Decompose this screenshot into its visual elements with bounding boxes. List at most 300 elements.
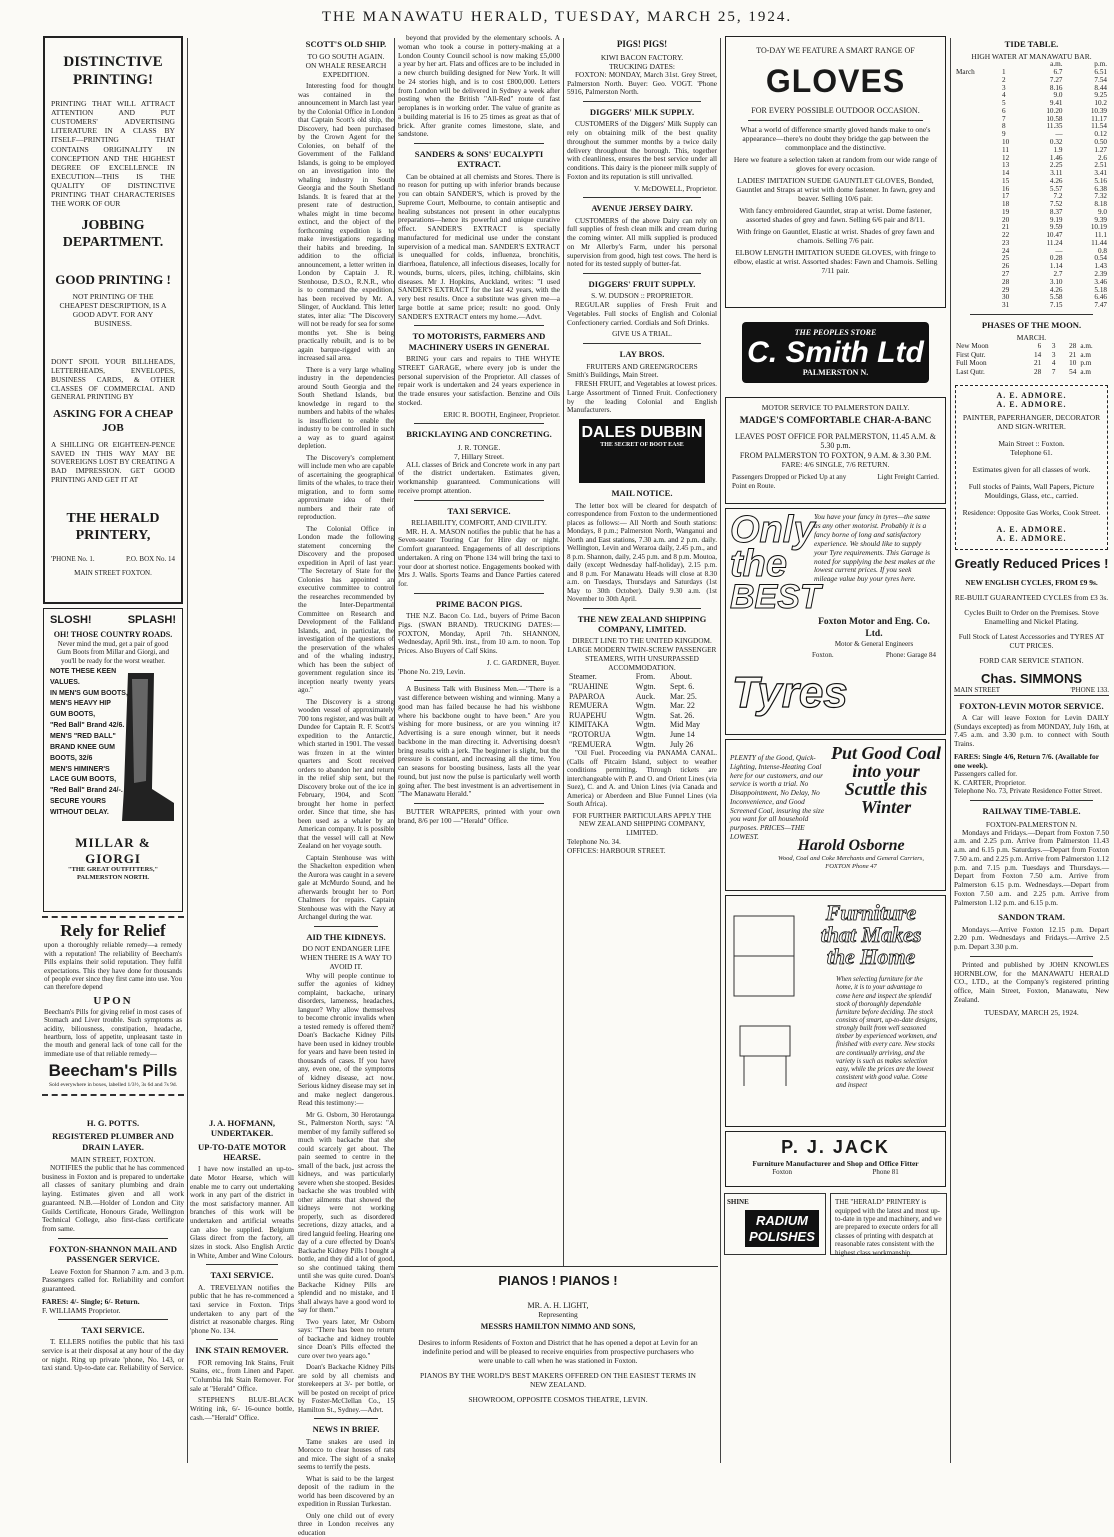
simmons-address: MAIN STREET bbox=[954, 686, 1001, 695]
gloves-p1: What a world of difference smartly gloved hands make to one's appearance—there's no doubt they bridge the gap between the commonplace and the distinctive. bbox=[740, 124, 931, 152]
tide-cell: 18 bbox=[1002, 200, 1010, 209]
tide-cell: 26 bbox=[1002, 262, 1010, 271]
tide-cell: 13 bbox=[1002, 161, 1010, 170]
jack-phone: Phone 81 bbox=[872, 1167, 899, 1176]
tyres-body: You have your fancy in tyres—the same as any other motorist. Probably it is a fancy borne of long and satisfactory experience. We should like to supply your Tyre requirements. This Garage is noted for supplying the best makes at the lowest current prices. If you seek mileage value buy your tyres here. bbox=[814, 512, 935, 584]
tide-cell: 9.39 bbox=[1094, 215, 1107, 224]
tide-row bbox=[954, 193, 1109, 201]
business-talk: A Business Talk with Business Men.—"There is a vast difference between wishing and winning. Many a good man has failed because he had his wishbone where his backbone ought to have been." Are you wishing for more business, or are you winning it? Advertising is a sure enough winner, but it needs backbone in the man directing it. Advertising doesn't bring results with a jerk. The beginner is slight, but the pressure is constant, and increasing all the time. You can seasons for boosting business, lasts all the year round, but just now the pulse is particularly well worth going after. The best investment is an advertisement in "The Manawatu Herald." bbox=[398, 684, 560, 799]
tide-cell: 6.38 bbox=[1094, 184, 1107, 193]
cell: 21 bbox=[1034, 359, 1042, 368]
admore-stock: Full stocks of Paints, Wall Papers, Picture Mouldings, Glass, etc., carried. bbox=[968, 481, 1095, 500]
jobbing-heading: JOBBING DEPARTMENT. bbox=[62, 218, 164, 251]
scott-title: SCOTT'S OLD SHIP. bbox=[305, 39, 387, 49]
printing-ad bbox=[43, 36, 183, 604]
brick-title: BRICKLAYING AND CONCRETING. bbox=[406, 429, 552, 440]
tide-cell: 2.6 bbox=[1098, 153, 1107, 162]
gloves-p4: With fancy embroidered Gauntlet, strap at wrist. Dome fastener, assorted shades of grey and fawn. Selling 6/6 pair and 8/11. bbox=[739, 205, 932, 224]
moon-month: MARCH. bbox=[1016, 333, 1047, 343]
cell: a.m. bbox=[1080, 342, 1093, 351]
ink-title: INK STAIN REMOVER. bbox=[195, 1345, 289, 1356]
gloves-p2: Here we feature a selection taken at random from our wide range of gloves for every occasion. bbox=[733, 154, 938, 173]
cell: Wgtn. bbox=[635, 720, 656, 730]
values-line: NOTE THESE KEEN VALUES. bbox=[50, 667, 117, 686]
tide-cell: 7.27 bbox=[1049, 75, 1063, 84]
potts-body: NOTIFIES the public that he has commenced business in Foxton and is prepared to undertake all classes of sanitary plumbing and drain laying. Estimates given and all work guaranteed. N.B.—Holder of London and City Guilds Certificate, Honours Grade, Wellington Technical College, also first-class certificate from same. bbox=[42, 1162, 184, 1234]
tide-cell: 3.41 bbox=[1094, 169, 1107, 178]
brick-name: J. R. TONGE. bbox=[457, 442, 501, 452]
shipping-header: Steamer. bbox=[569, 672, 597, 682]
madge-ad bbox=[725, 397, 946, 504]
beecham-ad bbox=[42, 916, 184, 1096]
mail-body: The letter box will be cleared for despatch of correspondence from Foxton to the undermentioned places as follows:— All North and South stations: Mondays, 8 p.m.; Palmerston North, Wanganui and North and East stations, 7.30 a.m. and 2 p.m. daily. Wellington, Levin and Weraroa daily, 2.45 p.m., and 8 p.m. Shannon, daily, 2.45 p.m. and 8 p.m. Moutoa, daily (except Wednesday half-holiday), 2.15 p.m. and 8 p.m. For Manawatu Heads will close at 8.30 a.m. on Tuesdays, Thursdays and Saturdays (1st May to 30th October). Daily 9.30 a.m. (1st November to 30th April. bbox=[567, 501, 717, 604]
shannon-proprietor: F. WILLIAMS Proprietor. bbox=[42, 1305, 121, 1315]
cell: Auck. bbox=[635, 691, 656, 701]
pianos-name: MR. A. H. LIGHT, bbox=[527, 1300, 589, 1310]
gloves-for: FOR EVERY POSSIBLE OUTDOOR OCCASION. bbox=[751, 105, 920, 115]
tide-row bbox=[954, 186, 1109, 194]
simmons-ford: FORD CAR SERVICE STATION. bbox=[979, 655, 1084, 665]
tide-cell: 14 bbox=[1002, 169, 1010, 178]
tyres-ad bbox=[725, 508, 946, 735]
c-smith-top: THE PEOPLES STORE bbox=[794, 328, 877, 337]
butter-wrappers: BUTTER WRAPPERS, printed with your own brand, 8/6 per 100 —"Herald" Office. bbox=[398, 807, 560, 825]
tide-cell: 9.0 bbox=[1098, 207, 1107, 216]
madge-line-2: FROM PALMERSTON TO FOXTON, 9 A.M. & 3.30 P.M. bbox=[739, 450, 932, 460]
simmons-cycles: NEW ENGLISH CYCLES, FROM £9 9s. bbox=[965, 577, 1098, 587]
shipping-sub-2: LARGE MODERN TWIN-SCREW PASSENGER STEAMERS, WITH UNSURPASSED ACCOMMODATION. bbox=[567, 645, 717, 672]
country-roads: OH! THOSE COUNTRY ROADS. bbox=[53, 630, 173, 640]
kidneys-paragraph-2: Mr G. Osborn, 30 Herotaunga St., Palmerston North, says: "A member of my family suffered so much with backache that she could scarcely get about. The pain seemed to centre in the small of the back, just across the kidneys, and was particularly severe when she stooped. Besides backache she was troubled with other ailments that showed the kidneys were not working properly, such as disordered secretions, dizzy attacks, and a tired languid feeling. Hearing one day of a cure effected by Doan's Backache Kidney Pills I bought a bottle, and they did a lot of good, so she continued taking them until she was quite cured. Doan's Backache Kidney Pills are splendid and no mistake, and I shall always have a good word to say for them." bbox=[298, 1110, 394, 1315]
tide-cell bbox=[954, 108, 1000, 116]
tide-cell bbox=[954, 131, 1000, 139]
tide-row bbox=[954, 224, 1109, 232]
scott-paragraph-2: There is a very large whaling industry in the dependencies around South Georgia and the South Shetland Islands, but knowledge in regard to the numbers and habits of the whales is insufficient to enable the industry to be controlled in such a way as to guard against depletion. bbox=[298, 365, 394, 451]
tide-cell: 29 bbox=[1002, 285, 1010, 294]
tide-row bbox=[954, 100, 1109, 108]
shipping-further: FOR FURTHER PARTICULARS APPLY THE NEW ZEALAND SHIPPING COMPANY, LIMITED. bbox=[572, 810, 712, 838]
tyres-address: Foxton. bbox=[812, 651, 834, 660]
mason-taxi-sub: RELIABILITY, COMFORT, AND CIVILITY. bbox=[411, 517, 547, 527]
tide-cell: 9.41 bbox=[1049, 99, 1063, 108]
cell: Mar. 22 bbox=[670, 701, 695, 711]
moon-row bbox=[954, 342, 1109, 351]
column-2 bbox=[298, 34, 394, 1537]
milk-proprietor: V. McDOWELL, Proprietor. bbox=[633, 183, 717, 193]
pigs-body: FOXTON: MONDAY, March 31st. Grey Street, Palmerston North. Buyer: Geo. VOGT. 'Phone 5916, Palmerston North. bbox=[567, 69, 717, 97]
upon-heading: UPON bbox=[93, 994, 133, 1007]
tide-cell bbox=[954, 178, 1000, 186]
tide-cell: 1.27 bbox=[1094, 145, 1107, 154]
news-paragraph-2: What is said to be the largest deposit of the radium in the world has been discovered by an expedition in Russian Turkestan. bbox=[298, 1474, 394, 1509]
lay-sub: FRUITERS AND GREENGROCERS bbox=[586, 361, 698, 371]
news-title: NEWS IN BRIEF. bbox=[312, 1424, 380, 1435]
tide-row bbox=[954, 147, 1109, 155]
bacon-title: PRIME BACON PIGS. bbox=[435, 598, 523, 609]
tide-cell bbox=[954, 193, 1000, 201]
tide-cell bbox=[954, 287, 1000, 295]
news-paragraph-1: Tame snakes are used in Morocco to clear houses of rats and mice. The sight of a snake seems to terrify the pests. bbox=[298, 1437, 394, 1472]
tide-row bbox=[954, 294, 1109, 302]
tide-row bbox=[954, 279, 1109, 287]
tide-cell bbox=[954, 271, 1000, 279]
tide-cell: 2.51 bbox=[1094, 161, 1107, 170]
moon-row bbox=[954, 359, 1109, 368]
rely-body: upon a thoroughly reliable remedy—a remedy with a reputation! The reliability of Beecham's Pills explains their solid reputation. They fulfil expectations. This they have done for thousands of people ever since they first came into use. You can therefore depend bbox=[44, 941, 182, 992]
tide-cell: 31 bbox=[1002, 301, 1010, 310]
stephen-ink: STEPHEN'S BLUE-BLACK Writing ink, 6/- 16-ounce bottle, cash.—"Herald" Office. bbox=[190, 1396, 294, 1422]
mason-taxi-body: MR. H. A. MASON notifies the public that he has a Seven-seater Touring Car for Hire day or night. Comfort guaranteed. Engagements of all descriptions undertaken. A ring on 'Phone 134 will bring the taxi to your door at shortest notice. Engagements booked with Mrs J. Walls. Sports Teams and Dance Parties catered for. bbox=[398, 526, 560, 589]
pianos-ad bbox=[398, 1266, 718, 1467]
cell: RUAPEHU bbox=[569, 710, 607, 720]
tide-cell: 12 bbox=[1002, 153, 1010, 162]
jack-place: Foxton bbox=[772, 1167, 793, 1176]
tide-cell: 9.19 bbox=[1049, 215, 1063, 224]
c-smith-name: C. Smith Ltd bbox=[747, 335, 924, 369]
tide-row bbox=[954, 123, 1109, 131]
levin-proprietor: K. CARTER, Proprietor. bbox=[954, 777, 1026, 787]
tide-cell bbox=[954, 155, 1000, 163]
boots-line-3: "Red Ball" Brand 42/6. bbox=[50, 722, 125, 730]
cell: 21 bbox=[1069, 350, 1077, 359]
shipping-row bbox=[567, 740, 717, 750]
motorists-body: BRING your cars and repairs to THE WHYTE STREET GARAGE, where every job is under the personal supervision of the Proprietor. All classes of repair work is undertaken and 24 years experience in the trade ensures your satisfaction. Benzine and Oils stocked. bbox=[398, 354, 560, 407]
potts-name: H. G. POTTS. bbox=[86, 1118, 140, 1128]
hofmann-name: J. A. HOFMANN, UNDERTAKER. bbox=[208, 1118, 276, 1139]
cell: Wgtn. bbox=[635, 681, 656, 691]
tide-cell: 19 bbox=[1002, 207, 1010, 216]
tide-cell bbox=[954, 77, 1000, 85]
column-rule bbox=[394, 38, 395, 1463]
admore-2: A. E. ADMORE. bbox=[996, 400, 1067, 410]
tide-row bbox=[954, 209, 1109, 217]
tide-cell: 7 bbox=[1002, 114, 1006, 123]
cell: July 26 bbox=[670, 739, 694, 749]
shipping-row bbox=[567, 682, 717, 692]
madge-name: MADGE'S COMFORTABLE CHAR-A-BANC bbox=[739, 416, 932, 427]
kidneys-paragraph-4: Doan's Backache Kidney Pills are sold by all chemists and storekeepers at 3/- per bottle, or will be posted on receipt of price by Foster-McClellan Co., 15 Hamilton St., Sydney.—Advt. bbox=[298, 1363, 394, 1414]
tide-cell: 0.50 bbox=[1094, 137, 1107, 146]
tide-cell: 3.10 bbox=[1049, 277, 1063, 286]
tide-cell bbox=[954, 217, 1000, 225]
tide-cell bbox=[954, 248, 1000, 256]
lay-body: FRESH FRUIT, and Vegetables at lowest prices. Large Assortment of Tinned Fruit. Confectionery by the leading Colonial and English Manufacturers. bbox=[567, 379, 717, 415]
bacon-body: THE N.Z. Bacon Co. Ltd., buyers of Prime Bacon Pigs. (SWAN BRAND). TRUCKING DATES:— FOXTON, Monday, April 7th. SHANNON, Wednesday, April 9th. inst., from 10 a.m. to noon. Top Prices. Also Buyers of Calf Skins. bbox=[398, 611, 560, 656]
tide-row bbox=[954, 232, 1109, 240]
tide-cell: 22 bbox=[1002, 231, 1010, 240]
cell: PAPAROA bbox=[569, 691, 605, 701]
column-rule bbox=[563, 38, 564, 1463]
admore-trade: PAINTER, PAPERHANGER, DECORATOR AND SIGN-WRITER. bbox=[962, 412, 1101, 431]
shipping-phone: Telephone No. 34. bbox=[567, 836, 621, 846]
taxi2-body: T. ELLERS notifies the public that his taxi service is at their disposal at any hour of the day or night. Ring up private 'phone, No. 143, or taxi stand. Up-to-date car. Reliability of Service. bbox=[42, 1337, 184, 1373]
sandon-body: Mondays.—Arrive Foxton 12.15 p.m. Depart 2.20 p.m. Wednesdays and Fridays.—Arrive 2.5 p.m. Depart 3.30 p.m. bbox=[954, 924, 1109, 952]
cell: Wgtn. bbox=[635, 710, 656, 720]
scott-sub-1: TO GO SOUTH AGAIN. bbox=[307, 52, 385, 62]
levin-title: FOXTON-LEVIN MOTOR SERVICE. bbox=[959, 700, 1104, 711]
tide-cell: 9.25 bbox=[1094, 91, 1107, 100]
radium-shine: SHINE bbox=[727, 1198, 749, 1207]
tide-cell: 3 bbox=[1002, 83, 1006, 92]
tide-row bbox=[954, 263, 1109, 271]
cell: p.m bbox=[1080, 359, 1092, 368]
tide-row bbox=[954, 131, 1109, 139]
cell: "REMUERA bbox=[569, 739, 612, 749]
simmons-built: Cycles Built to Order on the Premises. Stove Enamelling and Nickel Plating. bbox=[964, 607, 1099, 626]
cell: 4 bbox=[1051, 359, 1056, 368]
dales-dubbin-sub: THE SECRET OF BOOT EASE bbox=[600, 442, 684, 449]
tide-cell: 24 bbox=[1002, 246, 1010, 255]
tide-cell bbox=[954, 186, 1000, 194]
scott-sub-2: ON WHALE RESEARCH EXPEDITION. bbox=[305, 61, 387, 80]
tide-cell: 28 bbox=[1002, 277, 1010, 286]
tide-row bbox=[954, 155, 1109, 163]
taxi2-title: TAXI SERVICE. bbox=[81, 1324, 145, 1335]
tide-cell: 16 bbox=[1002, 184, 1010, 193]
pigs-sub: KIWI BACON FACTORY. bbox=[600, 52, 684, 62]
cell: REMUERA bbox=[569, 701, 609, 711]
herald-printery-heading: THE HERALD PRINTERY, bbox=[66, 511, 160, 543]
pianos-showroom: SHOWROOM, OPPOSITE COSMOS THEATRE, LEVIN. bbox=[468, 1394, 648, 1404]
tide-cell: 8.16 bbox=[1049, 83, 1063, 92]
tide-cell: 7.52 bbox=[1049, 200, 1063, 209]
tide-cell: 23 bbox=[1002, 238, 1010, 247]
cell: Sat. 26. bbox=[670, 710, 695, 720]
madge-line-1: LEAVES POST OFFICE FOR PALMERSTON, 11.45 A.M. & 5.30 p.m. bbox=[734, 431, 936, 451]
tide-cell: 20 bbox=[1002, 215, 1010, 224]
tide-cell bbox=[954, 209, 1000, 217]
ink-body: FOR removing Ink Stains, Fruit Stains, etc., from Linen and Paper. "Columbia Ink Stain Remover. For sale at "Herald" Office. bbox=[190, 1358, 294, 1393]
tide-row bbox=[954, 108, 1109, 116]
tide-cell: 8.37 bbox=[1049, 207, 1063, 216]
hofmann-column bbox=[190, 1113, 294, 1468]
column-rule bbox=[720, 38, 721, 1463]
simmons-ad bbox=[954, 556, 1109, 696]
shannon-title: FOXTON-SHANNON MAIL AND PASSENGER SERVICE. bbox=[49, 1243, 177, 1265]
coal-signature bbox=[766, 836, 936, 871]
c-smith-place: PALMERSTON N. bbox=[802, 367, 869, 377]
tide-header-am: a.m. bbox=[1050, 60, 1063, 69]
simmons-name: Chas. SIMMONS bbox=[980, 670, 1083, 686]
boot-area bbox=[50, 665, 176, 835]
tide-title: TIDE TABLE. bbox=[1004, 39, 1059, 49]
pianos-rep: Representing bbox=[538, 1310, 578, 1320]
tide-cell bbox=[954, 85, 1000, 93]
madge-title: MOTOR SERVICE TO PALMERSTON DAILY. bbox=[761, 403, 910, 413]
news-paragraph-3: Only one child out of every three in London receives any education bbox=[298, 1511, 394, 1537]
shipping-sub: DIRECT LINE TO THE UNITED KINGDOM. bbox=[572, 636, 712, 646]
tide-row bbox=[954, 77, 1109, 85]
column-rule bbox=[187, 38, 188, 1463]
tide-cell: 11.54 bbox=[1091, 122, 1107, 131]
levin-fares: FARES: Single 4/6, Return 7/6. (Available for one week). bbox=[954, 751, 1099, 770]
tide-row bbox=[954, 271, 1109, 279]
pianos-title: PIANOS ! PIANOS ! bbox=[498, 1273, 618, 1288]
column-rule bbox=[950, 38, 951, 1463]
masthead: THE MANAWATU HERALD, TUESDAY, MARCH 25, 1924. bbox=[321, 9, 793, 25]
tyres-phone: Phone: Garage 84 bbox=[885, 651, 936, 660]
potts-title: REGISTERED PLUMBER AND DRAIN LAYER. bbox=[52, 1131, 174, 1152]
milk-title: DIGGERS' MILK SUPPLY. bbox=[589, 107, 695, 118]
sandon-title: SANDON TRAM. bbox=[998, 912, 1065, 923]
brick-body: ALL classes of Brick and Concrete work in any part of the district undertaken. Estimates given, workmanship guaranteed. Communications will receive prompt attention. bbox=[398, 459, 560, 495]
jack-ad bbox=[725, 1131, 946, 1187]
tide-table bbox=[954, 61, 1109, 310]
boot-prices bbox=[50, 667, 128, 819]
tide-cell: 0.32 bbox=[1049, 137, 1063, 146]
tide-row bbox=[954, 69, 1109, 77]
millar-giorgi-ad bbox=[43, 608, 183, 912]
admore-1: A. E. ADMORE. bbox=[996, 390, 1067, 400]
moon-title: PHASES OF THE MOON. bbox=[981, 319, 1082, 330]
tide-row bbox=[954, 116, 1109, 124]
gloves-intro: TO-DAY WE FEATURE A SMART RANGE OF bbox=[756, 46, 915, 55]
cell: Wgtn. bbox=[635, 729, 656, 739]
boots-line-4: MEN'S "RED BALL" BRAND KNEE GUM BOOTS, 32/6 bbox=[50, 733, 116, 762]
printery-pobox: P.O. BOX No. 14 bbox=[125, 554, 175, 563]
tide-sub: HIGH WATER AT MANAWATU BAR. bbox=[971, 52, 1092, 62]
shipping-footer: "Oil Fuel. Proceeding via PANAMA CANAL. (Calls off Pitcairn Island, subject to weather conditions permitting. Through tickets are interchangeable with P. and O. and Orient Lines (via Suez), C. and A. and Union Lines (via Canada and America) or Aberdeen and Blue Funnel Lines (via South Africa). bbox=[567, 749, 717, 809]
tide-cell bbox=[954, 92, 1000, 100]
tide-cell: 2.7 bbox=[1053, 269, 1063, 278]
madge-fare: FARE: 4/6 SINGLE, 7/6 RETURN. bbox=[781, 460, 890, 470]
gloves-ad bbox=[725, 36, 946, 308]
tyres-firm-2: Motor & General Engineers bbox=[834, 639, 914, 648]
admore-telephone: Telephone 61. bbox=[1010, 447, 1053, 457]
tide-cell: 9.0 bbox=[1053, 91, 1063, 100]
tide-row bbox=[954, 240, 1109, 248]
tide-cell bbox=[954, 170, 1000, 178]
millar-giorgi-name: MILLAR & GIORGI bbox=[75, 834, 151, 866]
brick-address: 7, Hillary Street. bbox=[454, 451, 504, 461]
tide-cell bbox=[954, 240, 1000, 248]
tide-row bbox=[954, 170, 1109, 178]
tyres-word-1: Only bbox=[730, 509, 815, 552]
furniture-illustration bbox=[730, 906, 804, 1096]
tide-cell: 9 bbox=[1002, 130, 1006, 139]
levin-passengers: Passengers called for. bbox=[954, 768, 1018, 778]
shannon-body: Leave Foxton for Shannon 7 a.m. and 3 p.m. Passengers called for. Reliability and comfort guaranteed. bbox=[42, 1266, 184, 1294]
coal-sub: Wood, Coal and Coke Merchants and General Carriers, FOXTON Phone 47 bbox=[778, 855, 924, 871]
millar-outfitters: "THE GREAT OUTFITTERS," PALMERSTON NORTH. bbox=[67, 866, 159, 881]
tide-cell: 8.18 bbox=[1094, 200, 1107, 209]
admore-4: A. E. ADMORE. bbox=[996, 534, 1067, 544]
tide-cell: 5 bbox=[1002, 99, 1006, 108]
tide-cell: 30 bbox=[1002, 293, 1010, 302]
tide-cell: 8 bbox=[1002, 122, 1006, 131]
gloves-p3: LADIES' IMITATION SUEDE GAUNTLET GLOVES, Bonded, Gauntlet and Straps at wrist with dome fastener. In fawn, grey and beaver. Selling 10/6 pair. bbox=[736, 175, 935, 203]
jack-sub: Furniture Manufacturer and Shop and Office Fitter bbox=[752, 1158, 919, 1168]
admore-residence: Residence: Opposite Gas Works, Cook Street. bbox=[962, 507, 1101, 517]
sanders-body: Can be obtained at all chemists and Stores. There is no reason for putting up with inferior brands because you can obtain SANDER'S, which is proved by the Supreme Court, Melbourne, to contain antiseptic and healing substances not present in other eucalyptus preparations—hence its powerful and unique curative effect. SANDER'S EXTRACT is specially manufactured for medicinal use under the constant supervision of a medical man. SANDER'S EXTRACT is unequalled for colds, influenza, bronchitis, diarrhoea, flatulence, all infectious diseases, locally for wounds, burns, ulcers, piles, itching, chilblains, skin diseases. Mr J. Hopkins, Auckland, writes: "I used SANDER'S EXTRACT for the last 42 years, with the very best results. Once a substitute was given me—a large bottle at same price; result: no good. Only SANDER'S EXTRACT enters my home.—Advt. bbox=[398, 171, 560, 321]
fruit-proprietor: S. W. DUDSON :: PROPRIETOR. bbox=[591, 291, 693, 301]
herald-printery-ad: THE "HERALD" PRINTERY is equipped with the latest and most up-to-date in type and machinery, and we are prepared to execute orders for all classes of printing with despatch at reasonable rates consistent with the highest class workmanship. bbox=[830, 1193, 947, 1255]
printery-street: MAIN STREET FOXTON. bbox=[74, 569, 152, 578]
coal-name: Harold Osborne bbox=[797, 837, 905, 855]
tide-row bbox=[954, 178, 1109, 186]
boots-line-1: IN MEN'S GUM BOOTS, bbox=[50, 689, 128, 697]
madge-freight: Light Freight Carried. bbox=[877, 473, 939, 482]
rely-heading: Rely for Relief bbox=[60, 921, 166, 940]
tide-cell: 10.20 bbox=[1046, 106, 1063, 115]
cell: Wgtn. bbox=[635, 739, 656, 749]
tide-cell: 11.24 bbox=[1046, 238, 1063, 247]
c-smith-logo bbox=[742, 322, 929, 383]
shipping-header: From. bbox=[635, 672, 656, 682]
shipping-header-row bbox=[567, 672, 717, 682]
levin-telephone: Telephone No. 73, Private Residence Fotter Street. bbox=[954, 786, 1103, 796]
printing-body: PRINTING THAT WILL ATTRACT ATTENTION AND PUT CUSTOMERS' ADVERTISING LITERATURE IN A CLASS BY ITSELF—PRINTING THAT CONTAINS ORIGINALITY IN CONCEPTION AND THE HIGHEST DEGREE OF EXCELLENCE IN EXECUTION—THIS IS THE QUALITY OF DISTINCTIVE PRINTING THAT CHARACTERISES THE WORK OF OUR bbox=[51, 99, 175, 209]
cell: 28 bbox=[1069, 342, 1077, 351]
cell: a.m bbox=[1080, 368, 1091, 377]
coal-ad bbox=[725, 739, 946, 891]
cell: Last Qutr. bbox=[956, 368, 985, 377]
gum-boot-illustration bbox=[118, 671, 176, 831]
furniture-body: When selecting furniture for the home, it is to your advantage to come here and inspect the splendid stock of thoroughly dependable furniture before deciding. The stock consists of smart, up-to-date designs, strongly built from well seasoned timber by experienced workmen, and finished with every care. New stocks are continually arriving, and the variety is such as makes selection easy, while the prices are the lowest consistent with good value. Come and inspect bbox=[836, 976, 938, 1090]
gloves-p5: With fringe on Gauntlet, Elastic at wrist. Shades of grey fawn and chamois. Selling 7/6 pair. bbox=[736, 226, 935, 245]
tide-cell: 3.11 bbox=[1050, 169, 1063, 178]
radium-ad bbox=[724, 1193, 826, 1255]
tide-cell: — bbox=[1055, 246, 1063, 255]
printery-contact bbox=[51, 555, 175, 563]
tide-row bbox=[954, 287, 1109, 295]
tide-row bbox=[954, 255, 1109, 263]
rail-body: Mondays and Fridays.—Depart from Foxton 7.50 a.m. and 2.25 p.m. Arrive from Palmerston 11.43 a.m. and 6.15 p.m. Saturdays.—Depart from Foxton 7.50 a.m. and 2.25 p.m. Arrive from Palmerston 1.12 p.m. and 7.15 p.m. Tuesdays and Thursdays.—Depart from Foxton 7.50 a.m. Arrive from Palmerston 6.15 p.m. Wednesdays.—Depart from Foxton 7.50 a.m. and 2.25 p.m. Arrive from Palmerston 1.12 p.m. and 6.15 p.m. bbox=[954, 827, 1109, 907]
pianos-body: Desires to inform Residents of Foxton and District that he has opened a depot at Levin for an indefinite period and will be pleased to receive enquiries from prospective purchasers who were unable to call when he was stationed in Foxton. bbox=[418, 1337, 698, 1365]
rail-sub: FOXTON-PALMERSTON N. bbox=[985, 819, 1078, 829]
cell: Full Moon bbox=[956, 359, 987, 368]
cell: "RUAHINE bbox=[569, 681, 609, 691]
lay-title: LAY BROS. bbox=[619, 349, 665, 360]
cell: June 14 bbox=[670, 729, 695, 739]
cheap-job-heading: ASKING FOR A CHEAP JOB bbox=[52, 408, 174, 434]
tide-row bbox=[954, 302, 1109, 310]
tide-cell: 5.18 bbox=[1094, 285, 1107, 294]
tide-cell: 7.15 bbox=[1049, 301, 1063, 310]
tide-cell: 10.58 bbox=[1046, 114, 1063, 123]
printing-title: DISTINCTIVE PRINTING! bbox=[63, 54, 163, 88]
tide-cell: 11.1 bbox=[1094, 231, 1107, 240]
tide-cell: 0.12 bbox=[1094, 130, 1107, 139]
tyres-firm: Foxton Motor and Eng. Co. Ltd. bbox=[818, 617, 930, 639]
tide-cell: 5.58 bbox=[1049, 293, 1063, 302]
fruit-give: GIVE US A TRIAL. bbox=[612, 329, 672, 339]
tide-cell bbox=[954, 263, 1000, 271]
tide-cell bbox=[954, 116, 1000, 124]
tide-cell bbox=[954, 147, 1000, 155]
tide-row bbox=[954, 201, 1109, 209]
tide-header-pm: p.m. bbox=[1094, 60, 1107, 69]
tide-cell bbox=[954, 224, 1000, 232]
gloves-heading: GLOVES bbox=[765, 62, 906, 99]
slosh-text: SLOSH! bbox=[50, 614, 92, 626]
cell: 10 bbox=[1069, 359, 1077, 368]
gloves-p6: ELBOW LENGTH IMITATION SUEDE GLOVES, with fringe to elbow, elastic at wrist. Assorted shades: Fawn and Chamois. Selling 7/11 pair. bbox=[733, 247, 938, 275]
tide-cell: 0.28 bbox=[1049, 254, 1063, 263]
tide-cell: 5.16 bbox=[1094, 176, 1107, 185]
trevelyan-body: A. TREVELYAN notifies the public that he has re-commenced a taxi service in Foxton. Trips undertaken to any part of the district at reasonable charges. Ring 'phone No. 134. bbox=[190, 1283, 294, 1335]
tide-cell: 5.57 bbox=[1049, 184, 1063, 193]
tide-cell: 4.26 bbox=[1049, 176, 1063, 185]
cell: Mid May bbox=[670, 720, 701, 730]
moon-table bbox=[954, 342, 1109, 377]
tide-cell bbox=[954, 139, 1000, 147]
tide-cell: 7.54 bbox=[1094, 75, 1107, 84]
tide-cell: 2.39 bbox=[1094, 269, 1107, 278]
shipping-row bbox=[567, 730, 717, 740]
moon-row bbox=[954, 368, 1109, 377]
bacon-phone: 'Phone No. 219, Levin. bbox=[398, 666, 466, 676]
